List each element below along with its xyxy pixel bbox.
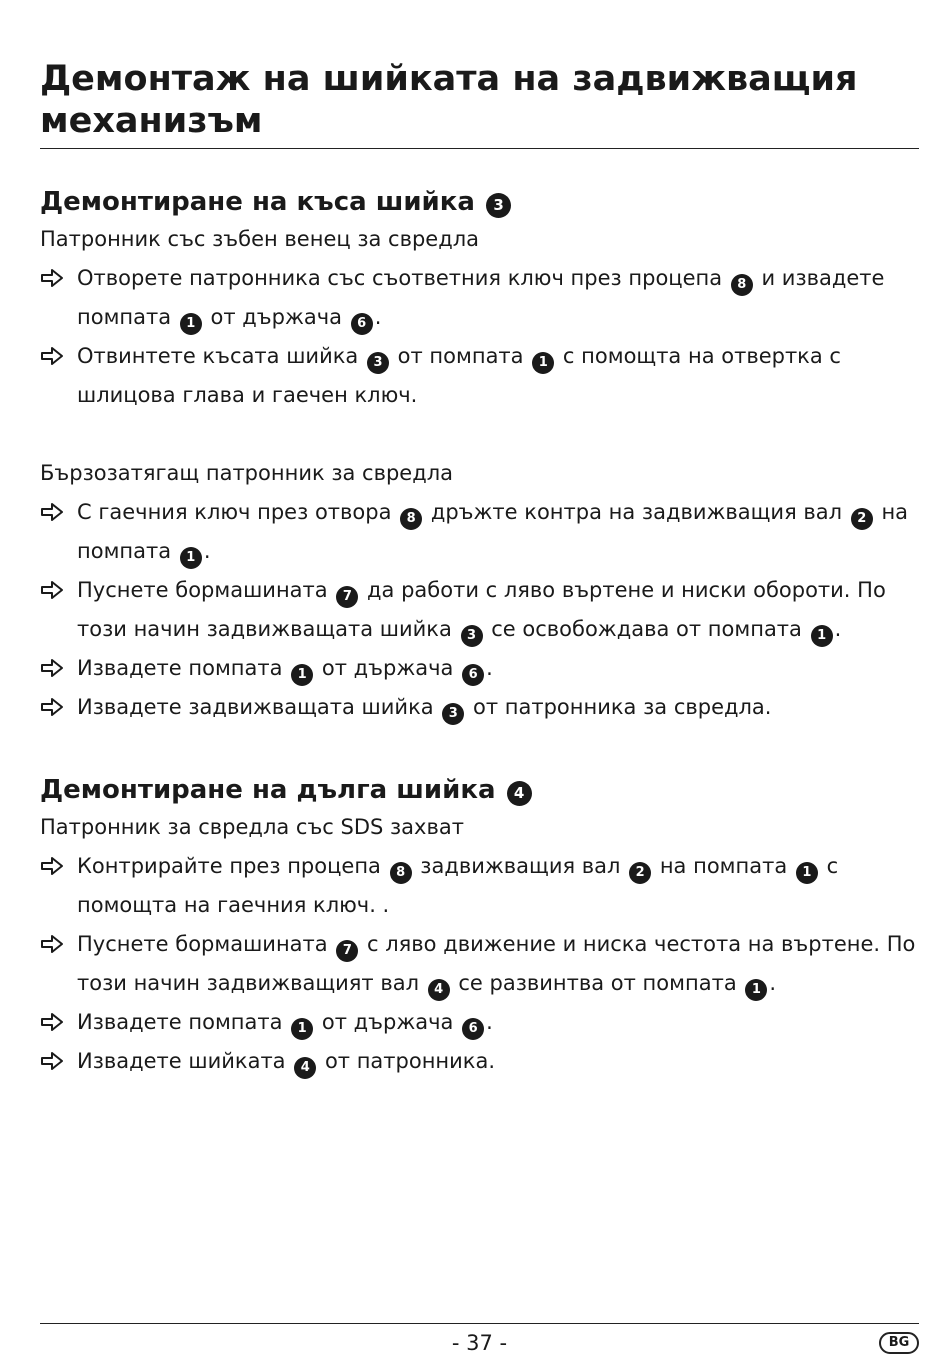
reference-number-icon: 1 xyxy=(291,1018,313,1040)
reference-number-icon: 2 xyxy=(851,508,873,530)
footer-divider xyxy=(40,1323,919,1324)
step-text: Пуснете бормашината xyxy=(77,578,328,602)
reference-number-icon: 2 xyxy=(629,862,651,884)
step-text: да работи с ляво въртене и ниски обороти. По този начин задвижващата шийка xyxy=(77,578,886,641)
step-item xyxy=(40,571,919,649)
steps-list-quick-chuck xyxy=(40,493,919,727)
step-text: и извадете помпата xyxy=(77,266,885,329)
reference-number-icon: 1 xyxy=(291,664,313,686)
step-text: на помпата xyxy=(659,854,788,878)
step-item xyxy=(40,688,919,727)
reference-number-icon: 3 xyxy=(486,193,511,218)
step-item xyxy=(40,1003,919,1042)
step-item xyxy=(40,1042,919,1081)
step-text: от помпата xyxy=(397,344,524,368)
step-text: . xyxy=(374,305,382,329)
arrow-right-outline-icon xyxy=(40,934,64,954)
arrow-right-outline-icon xyxy=(40,580,64,600)
reference-number-icon: 7 xyxy=(336,586,358,608)
reference-number-icon: 3 xyxy=(442,703,464,725)
reference-number-icon: 4 xyxy=(428,979,450,1001)
language-badge: BG xyxy=(879,1332,919,1354)
steps-list-gear-ring-chuck xyxy=(40,259,919,415)
step-item xyxy=(40,493,919,571)
reference-number-icon: 4 xyxy=(294,1057,316,1079)
step-item xyxy=(40,337,919,415)
arrow-right-outline-icon xyxy=(40,1051,64,1071)
step-text: от държача xyxy=(321,1010,454,1034)
step-text: Отвинтете късата шийка xyxy=(77,344,359,368)
reference-number-icon: 6 xyxy=(462,664,484,686)
title-divider xyxy=(40,148,919,149)
step-item xyxy=(40,925,919,1003)
step-text: Извадете помпата xyxy=(77,1010,283,1034)
reference-number-icon: 6 xyxy=(351,313,373,335)
reference-number-icon: 3 xyxy=(367,352,389,374)
manual-page xyxy=(40,0,919,1358)
page-title: Демонтаж на шийката на задвижващия механизъм xyxy=(40,59,858,141)
step-item xyxy=(40,259,919,337)
chuck-subtitle-gear-ring: Патронник със зъбен венец за свредла xyxy=(40,227,480,251)
step-text: с ляво движение и ниска честота на въртене. По този начин задвижващият вал xyxy=(77,932,916,995)
step-text: Пуснете бормашината xyxy=(77,932,328,956)
step-text: дръжте контра на задвижващия вал xyxy=(430,500,843,524)
arrow-right-outline-icon xyxy=(40,856,64,876)
reference-number-icon: 1 xyxy=(811,625,833,647)
section-heading-long-neck xyxy=(40,772,919,808)
reference-number-icon: 1 xyxy=(745,979,767,1001)
reference-number-icon: 8 xyxy=(731,274,753,296)
chuck-subtitle-quick-release: Бързозатягащ патронник за свредла xyxy=(40,461,454,485)
step-text: Извадете задвижващата шийка xyxy=(77,695,434,719)
reference-number-icon: 8 xyxy=(400,508,422,530)
step-text: . xyxy=(486,656,493,680)
step-text: от патронника. xyxy=(324,1049,496,1073)
step-text: С гаечния ключ през отвора xyxy=(77,500,392,524)
section-short-neck xyxy=(40,184,919,727)
step-text: от патронника за свредла. xyxy=(473,695,772,719)
step-text: . xyxy=(203,539,211,563)
chuck-subtitle-sds: Патронник за свредла със SDS захват xyxy=(40,815,464,839)
step-text: с помощта на отвертка с шлицова глава и гаечен ключ. xyxy=(77,344,841,407)
steps-list-sds-chuck xyxy=(40,847,919,1081)
step-text: Извадете шийката xyxy=(77,1049,286,1073)
arrow-right-outline-icon xyxy=(40,346,64,366)
step-text: на помпата xyxy=(77,500,909,563)
step-text: . xyxy=(486,1010,493,1034)
step-item xyxy=(40,649,919,688)
reference-number-icon: 1 xyxy=(796,862,818,884)
section-long-neck xyxy=(40,772,919,1081)
reference-number-icon: 1 xyxy=(180,547,202,569)
step-text: се освобождава от помпата xyxy=(491,617,802,641)
step-text: задвижващия вал xyxy=(420,854,621,878)
reference-number-icon: 4 xyxy=(507,781,532,806)
reference-number-icon: 3 xyxy=(461,625,483,647)
step-text: . xyxy=(834,617,842,641)
page-number: - 37 - xyxy=(451,1331,508,1355)
section-heading-text: Демонтиране на дълга шийка xyxy=(40,775,496,805)
step-item xyxy=(40,847,919,925)
arrow-right-outline-icon xyxy=(40,658,64,678)
step-text: Извадете помпата xyxy=(77,656,283,680)
arrow-right-outline-icon xyxy=(40,1012,64,1032)
arrow-right-outline-icon xyxy=(40,502,64,522)
arrow-right-outline-icon xyxy=(40,268,64,288)
step-text: от държача xyxy=(210,305,343,329)
step-text: с помощта на гаечния ключ. . xyxy=(77,854,839,917)
step-text: Отворете патронника със съответния ключ през процепа xyxy=(77,266,723,290)
section-heading-short-neck xyxy=(40,184,919,220)
reference-number-icon: 7 xyxy=(336,940,358,962)
step-text: Контрирайте през процепа xyxy=(77,854,381,878)
step-text: . xyxy=(769,971,777,995)
reference-number-icon: 1 xyxy=(532,352,554,374)
step-text: от държача xyxy=(321,656,454,680)
section-heading-text: Демонтиране на къса шийка xyxy=(40,187,475,217)
reference-number-icon: 6 xyxy=(462,1018,484,1040)
reference-number-icon: 1 xyxy=(180,313,202,335)
reference-number-icon: 8 xyxy=(390,862,412,884)
step-text: се развинтва от помпата xyxy=(458,971,737,995)
arrow-right-outline-icon xyxy=(40,697,64,717)
